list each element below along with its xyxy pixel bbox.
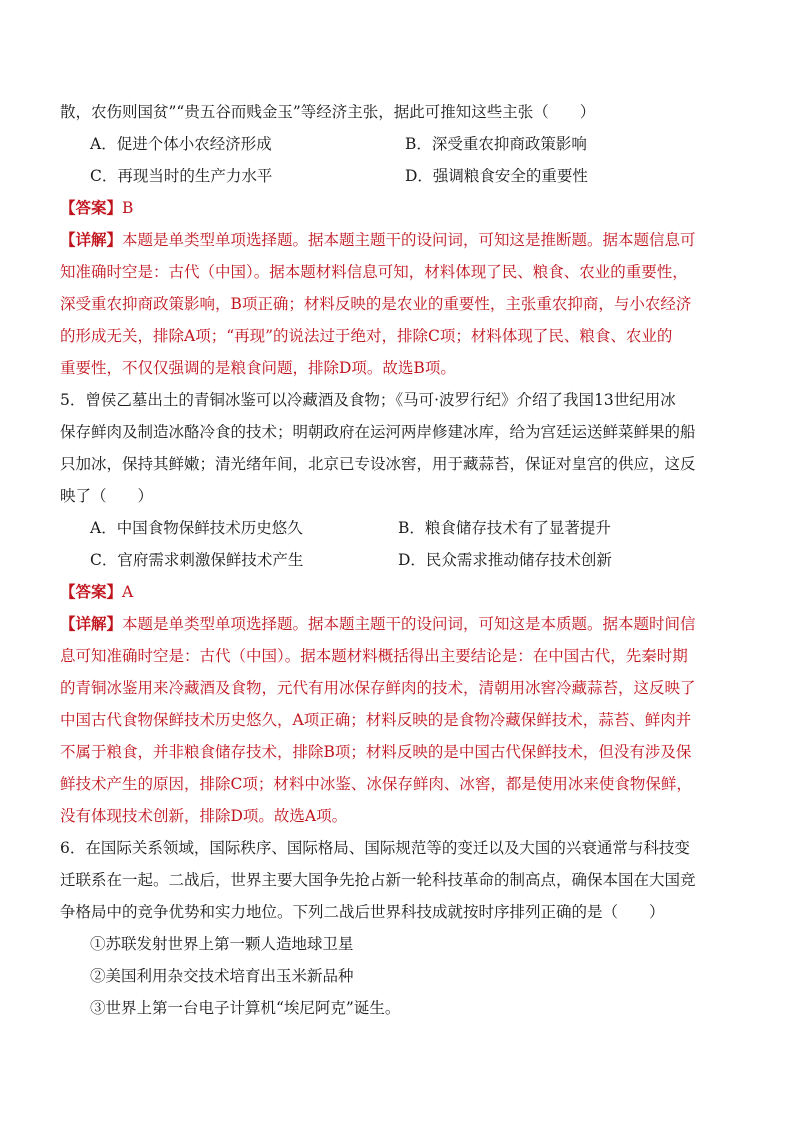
q4-answer-value: B bbox=[122, 199, 134, 217]
q4-detail-line-5: 重要性，不仅仅强调的是粮食问题，排除D项。故选B项。 bbox=[60, 359, 456, 377]
q5-detail-label: 【详解】 bbox=[60, 614, 123, 633]
q4-option-a: A．促进个体小农经济形成 bbox=[90, 135, 272, 153]
q4-answer-label: 【答案】 bbox=[60, 198, 123, 217]
q6-stem-line-3: 争格局中的竞争优势和实力地位。下列二战后世界科技成就按时序排列正确的是（ ） bbox=[60, 903, 665, 921]
q5-answer-label: 【答案】 bbox=[60, 582, 123, 601]
q4-detail-line-3: 深受重农抑商政策影响，B项正确；材料反映的是农业的重要性，主张重农抑商，与小农经济 bbox=[60, 295, 692, 313]
q5-detail-line-7: 没有体现技术创新，排除D项。故选A项。 bbox=[60, 807, 348, 825]
q5-detail-line-5: 不属于粮食，并非粮食储存技术，排除B项；材料反映的是中国古代保鲜技术，但没有涉及保 bbox=[60, 743, 692, 761]
q6-item-3: ③世界上第一台电子计算机“埃尼阿克”诞生。 bbox=[90, 999, 401, 1017]
q4-detail-line-1 bbox=[60, 228, 732, 252]
q4-option-b: B．深受重农抑商政策影响 bbox=[405, 135, 587, 153]
q6-item-1: ①苏联发射世界上第一颗人造地球卫星 bbox=[90, 935, 354, 953]
q6-stem-line-2: 迁联系在一起。二战后，世界主要大国争先抢占新一轮科技革命的制高点，确保本国在大国竞 bbox=[60, 871, 696, 889]
q5-option-a: A．中国食物保鲜技术历史悠久 bbox=[90, 519, 303, 537]
q5-stem-line-1: 5．曾侯乙墓出土的青铜冰鉴可以冷藏酒及食物；《马可·波罗行纪》介绍了我国13世纪用冰 bbox=[60, 391, 676, 409]
q5-detail-text-1: 本题是单类型单项选择题。据本题主题干的设问词，可知这是本质题。据本题时间信 bbox=[122, 615, 696, 633]
q5-detail-line-6: 鲜技术产生的原因，排除C项；材料中冰鉴、冰保存鲜肉、冰窖，都是使用冰来使食物保鲜， bbox=[60, 775, 692, 793]
q4-option-c: C．再现当时的生产力水平 bbox=[90, 167, 273, 185]
q4-detail-label: 【详解】 bbox=[60, 230, 123, 249]
q5-option-b: B．粮食储存技术有了显著提升 bbox=[398, 519, 611, 537]
q5-stem-line-2: 保存鲜肉及制造冰酪冷食的技术；明朝政府在运河两岸修建冰库，给为宫廷运送鲜菜鲜果的船 bbox=[60, 423, 696, 441]
q6-item-2: ②美国利用杂交技术培育出玉米新品种 bbox=[90, 967, 354, 985]
q5-detail-line-2: 息可知准确时空是：古代（中国）。据本题材料概括得出主要结论是：在中国古代，先秦时期 bbox=[60, 647, 688, 665]
q4-detail-line-4: 的形成无关，排除A项；“再现”的说法过于绝对，排除C项；材料体现了民、粮食、农业的 bbox=[60, 327, 673, 345]
q6-stem-line-1: 6．在国际关系领域，国际秩序、国际格局、国际规范等的变迁以及大国的兴衰通常与科技变 bbox=[60, 839, 690, 857]
q5-detail-line-1 bbox=[60, 612, 732, 636]
q4-detail-line-2: 知准确时空是：古代（中国）。据本题材料信息可知，材料体现了民、粮食、农业的重要性， bbox=[60, 263, 688, 281]
q5-detail-line-3: 的青铜冰鉴用来冷藏酒及食物，元代有用冰保存鲜肉的技术，清朝用冰窖冷藏蒜苔，这反映了 bbox=[60, 679, 696, 697]
q5-option-c: C．官府需求刺激保鲜技术产生 bbox=[90, 551, 304, 569]
q5-detail-line-4: 中国古代食物保鲜技术历史悠久，A项正确；材料反映的是食物冷藏保鲜技术，蒜苔、鲜肉并 bbox=[60, 711, 692, 729]
q5-option-d: D．民众需求推动储存技术创新 bbox=[398, 551, 612, 569]
q4-stem-tail: 散，农伤则国贫”“贵五谷而贱金玉”等经济主张，据此可推知这些主张（ ） bbox=[60, 103, 596, 121]
q5-answer bbox=[60, 580, 732, 604]
q5-stem-line-3: 只加冰，保持其鲜嫩；清光绪年间，北京已专设冰窖，用于藏蒜苔，保证对皇宫的供应，这反 bbox=[60, 455, 696, 473]
q4-option-d: D．强调粮食安全的重要性 bbox=[405, 167, 588, 185]
q4-answer bbox=[60, 196, 732, 220]
q5-answer-value: A bbox=[122, 583, 134, 601]
q5-stem-line-4: 映了（ ） bbox=[60, 487, 154, 505]
q4-detail-text-1: 本题是单类型单项选择题。据本题主题干的设问词，可知这是推断题。据本题信息可 bbox=[122, 231, 696, 249]
